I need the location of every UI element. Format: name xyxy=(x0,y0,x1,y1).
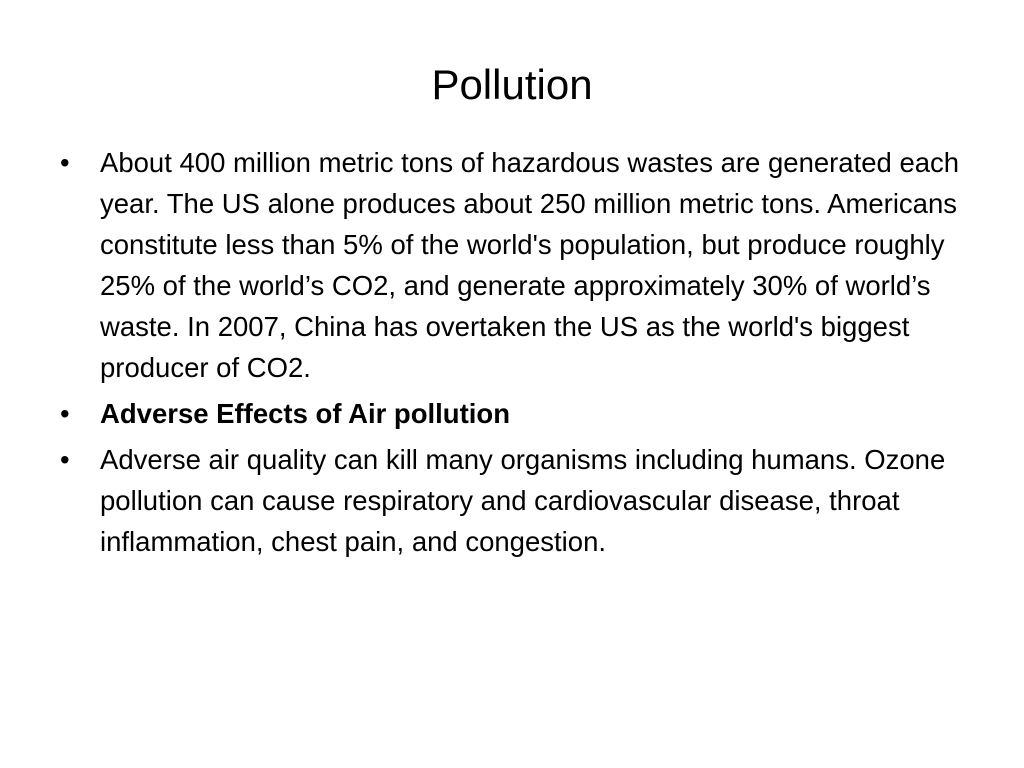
slide-title: Pollution xyxy=(431,61,593,108)
bullet-text: Adverse air quality can kill many organisms including humans. Ozone pollution can cause respiratory and cardiovascular disease, throat inflammation, chest pain, and congestion. xyxy=(100,444,946,557)
bullet-item-hazardous-wastes xyxy=(60,142,970,388)
bullet-list xyxy=(60,142,970,567)
bullet-text: About 400 million metric tons of hazardous wastes are generated each year. The US alone produces about 250 million metric tons. Americans constitute less than 5% of the world's population, but produce roughly 25% of the world’s CO2, and generate approximately 30% of world’s waste. In 2007, China has overtaken the US as the world's biggest producer of CO2. xyxy=(100,147,960,383)
bullet-item-air-quality xyxy=(60,439,970,562)
bullet-marker: • xyxy=(60,147,70,178)
bullet-marker: • xyxy=(60,398,70,429)
bullet-text: Adverse Effects of Air pollution xyxy=(100,398,511,429)
bullet-item-adverse-effects-heading xyxy=(60,393,970,434)
bullet-marker: • xyxy=(60,444,70,475)
